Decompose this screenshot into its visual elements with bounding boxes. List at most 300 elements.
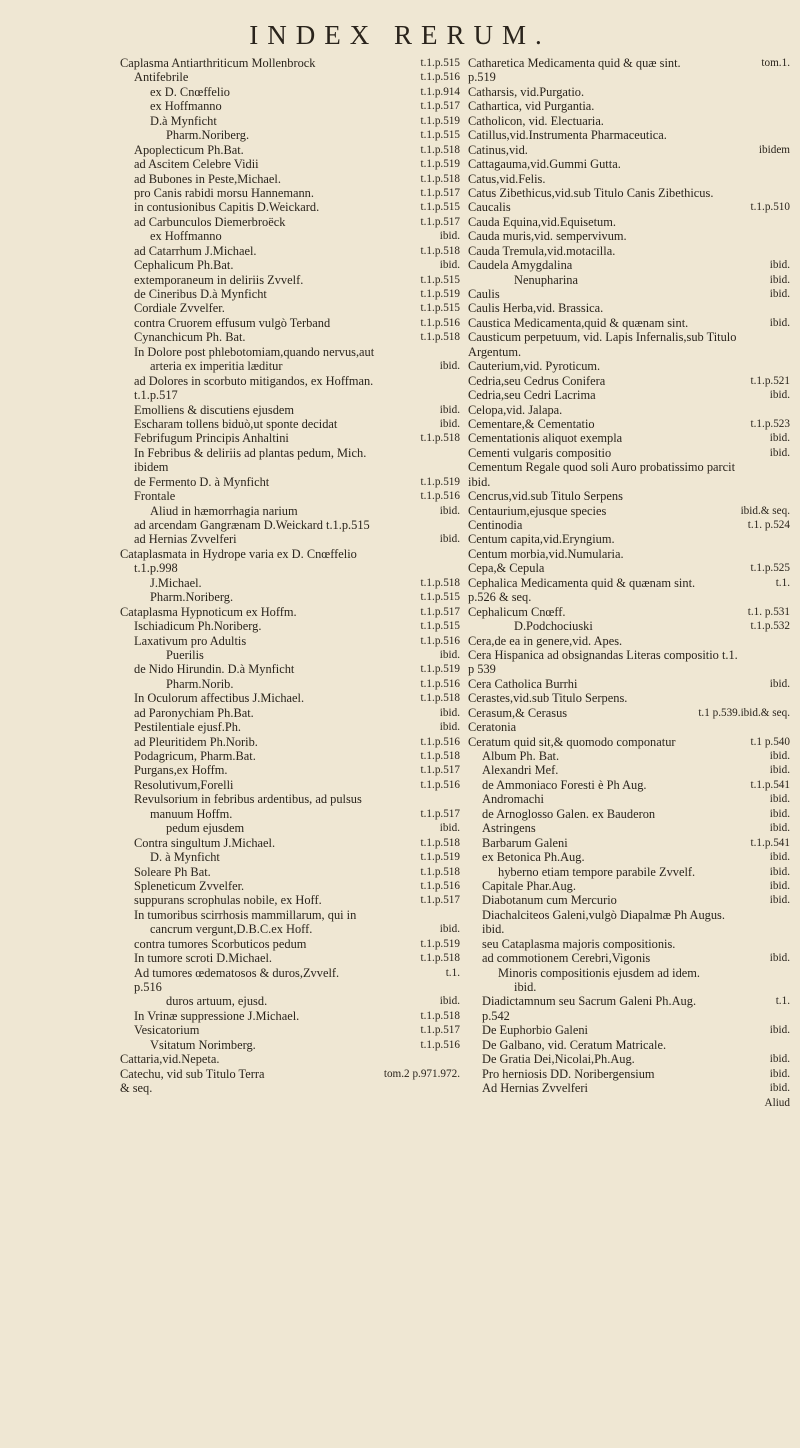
entry-term: Cepa,& Cepula [468,561,545,576]
entry-term: pro Canis rabidi morsu Hannemann. [134,185,314,200]
entry-reference: ibid. [769,793,790,806]
index-entry [120,792,460,806]
entry-term: Argentum. [468,344,522,359]
index-entry [120,85,460,99]
index-entry [468,749,790,763]
index-entry [120,994,460,1008]
entry-term: De Gratia Dei,Nicolai,Ph.Aug. [482,1052,635,1067]
entry-reference: t.1.p.518 [420,952,460,965]
entry-term: Cauterium,vid. Pyroticum. [468,359,601,374]
entry-term: contra tumores Scorbuticos pedum [134,936,307,951]
index-entry [468,1052,790,1066]
index-entry [468,200,790,214]
index-entry [468,706,790,720]
entry-reference: tom.2 p.971.972. [383,1067,460,1080]
entry-term: Astringens [482,821,536,836]
entry-reference: t.1.p.521 [750,374,790,387]
entry-term: Catharsis, vid.Purgatio. [468,84,585,99]
entry-term: Cattaria,vid.Nepeta. [120,1052,220,1067]
entry-term: Ischiadicum Ph.Noriberg. [134,619,262,634]
entry-term: Cedria,seu Cedrus Conifera [468,373,606,388]
index-entry [120,980,460,994]
entry-reference: t.1.p.519 [420,114,460,127]
entry-reference: ibid. [769,807,790,820]
index-entry [468,893,790,907]
entry-reference: ibid. [769,879,790,892]
entry-reference: ibid. [769,1082,790,1095]
entry-term: Vesicatorium [134,1023,200,1038]
left-column [120,56,460,1096]
entry-reference: t.1.p.519 [420,158,460,171]
index-entry [468,547,790,561]
entry-term: ad Bubones in Peste,Michael. [134,171,281,186]
index-entry [468,460,790,474]
entry-term: In Vrinæ suppressione J.Michael. [134,1008,300,1023]
entry-reference: ibid. [439,923,460,936]
entry-term: Resolutivum,Forelli [134,777,234,792]
entry-term: D.à Mynficht [150,113,217,128]
index-entry [468,1081,790,1095]
entry-reference: Aliud [764,1096,790,1109]
entry-term: suppurans scrophulas nobile, ex Hoff. [134,893,322,908]
entry-reference: ibid. [769,446,790,459]
entry-term: Catharetica Medicamenta quid & quæ sint. [468,56,681,70]
entry-reference: ibid. [769,389,790,402]
entry-reference: ibid. [769,1067,790,1080]
index-entry [468,908,790,922]
index-entry [120,634,460,648]
entry-term: Catus Zibethicus,vid.sub Titulo Canis Zibethicus. [468,185,714,200]
index-entry [120,706,460,720]
index-entry [120,200,460,214]
entry-reference: t.1.p.516 [420,634,460,647]
entry-term: Cera,de ea in genere,vid. Apes. [468,633,623,648]
index-entry [120,215,460,229]
index-entry [468,720,790,734]
index-entry [468,244,790,258]
entry-term: In tumoribus scirrhosis mammillarum, qui in [134,907,357,922]
index-entry [468,215,790,229]
entry-term: Cencrus,vid.sub Titulo Serpens [468,489,623,504]
entry-term: extemporaneum in deliriis Zvvelf. [134,272,304,287]
index-entry [120,951,460,965]
entry-reference: t.1.p.518 [420,865,460,878]
entry-term: Diachalciteos Galeni,vulgò Diapalmæ Ph Augus. [482,907,725,922]
index-entry [120,937,460,951]
entry-term: Frontale [134,489,176,504]
index-entry [120,966,460,980]
entry-reference: ibid. [769,952,790,965]
entry-term: in contusionibus Capitis D.Weickard. [134,200,320,215]
entry-term: p 539 [468,662,496,677]
index-entry [468,374,790,388]
index-entry [120,359,460,373]
index-entry [120,287,460,301]
entry-term: Catholicon, vid. Electuaria. [468,113,604,128]
index-entry [468,951,790,965]
entry-reference: t.1. p.524 [747,519,790,531]
entry-reference: ibid. [439,230,460,243]
index-entry [120,576,460,590]
entry-reference: t.1.p.518 [420,331,460,344]
index-entry [120,99,460,113]
index-entry [468,446,790,460]
entry-reference: t.1.p.519 [420,288,460,300]
entry-term: Cataplasmata in Hydrope varia ex D. Cnœffelio [120,546,357,561]
index-entry [468,287,790,301]
index-entry [468,821,790,835]
entry-term: p.526 & seq. [468,590,532,605]
entry-term: Cordiale Zvvelfer. [134,301,225,316]
index-entry [468,980,790,994]
entry-term: Pharm.Noriberg. [150,590,234,605]
entry-term: De Galbano, vid. Ceratum Matricale. [482,1037,667,1052]
index-entry [468,662,790,676]
entry-term: Pharm.Norib. [166,676,234,691]
entry-term: Centaurium,ejusque species [468,503,607,518]
entry-term: Vsitatum Norimberg. [150,1037,256,1052]
entry-term: ad Ascitem Celebre Vidii [134,157,259,172]
entry-term: Cauda muris,vid. sempervivum. [468,229,627,244]
entry-reference: ibid.& seq. [740,504,790,517]
entry-reference: t.1.p.516 [420,71,460,84]
index-entry [468,172,790,186]
index-entry [468,475,790,489]
entry-reference: ibid. [439,417,460,430]
index-entry [120,720,460,734]
entry-reference: t.1.p.518 [420,143,460,156]
entry-term: Escharam tollens biduò,ut sponte decidat [134,416,338,431]
index-entry [120,374,460,388]
index-entry [120,56,460,70]
entry-reference: t.1.p.516 [420,778,460,791]
entry-term: D.Podchociuski [514,619,593,634]
entry-term: Spleneticum Zvvelfer. [134,878,245,893]
entry-term: de Arnoglosso Galen. ex Bauderon [482,806,656,821]
entry-term: ad commotionem Cerebri,Vigonis [482,951,651,966]
entry-term: Capitale Phar.Aug. [482,878,576,893]
entry-term: ad Dolores in scorbuto mitigandos, ex Hoffman. [134,373,374,388]
index-entry [120,648,460,662]
entry-term: de Nido Hirundin. D.à Mynficht [134,662,295,677]
index-entry [120,677,460,691]
entry-reference: ibid. [439,533,460,546]
entry-reference: t.1.p.516 [420,490,460,503]
entry-term: Cementi vulgaris compositio [468,445,612,460]
index-entry [468,229,790,243]
entry-term: Centinodia [468,518,523,532]
index-entry [468,114,790,128]
entry-term: Catechu, vid sub Titulo Terra [120,1066,265,1081]
index-entry [468,99,790,113]
index-entry [120,114,460,128]
entry-term: Purgans,ex Hoffm. [134,763,228,778]
entry-reference: t.1.p.518 [420,244,460,257]
entry-term: manuum Hoffm. [150,806,233,821]
index-entry [468,56,790,70]
index-entry [120,590,460,604]
entry-term: Pro herniosis DD. Noribergensium [482,1066,655,1081]
entry-reference: t.1.p.518 [420,1009,460,1022]
index-entry [468,330,790,344]
entry-reference: ibid. [769,273,790,286]
index-entry [468,994,790,1008]
entry-term: ibid. [514,980,537,994]
entry-term: ibidem [134,460,169,475]
entry-term: Barbarum Galeni [482,835,568,850]
entry-reference: t.1.p.518 [420,836,460,849]
index-entry [120,547,460,561]
entry-term: p.519 [468,70,496,85]
entry-reference: ibid. [769,1024,790,1037]
entry-reference: t.1.p.541 [750,778,790,791]
page-title: INDEX RERUM. [249,20,551,50]
entry-term: Laxativum pro Adultis [134,633,247,648]
index-entry [120,850,460,864]
entry-term: Soleare Ph Bat. [134,864,211,879]
entry-reference: ibid. [439,706,460,719]
index-entry [468,792,790,806]
entry-term: pedum ejusdem [166,821,245,836]
index-entry [468,1009,790,1023]
index-entry [468,388,790,402]
index-entry [120,749,460,763]
index-entry [120,431,460,445]
entry-term: De Euphorbio Galeni [482,1023,588,1038]
entry-reference: t.1.p.517 [420,605,460,618]
entry-term: ex Hoffmanno [150,99,222,114]
entry-reference: ibid. [769,288,790,300]
index-entry [120,735,460,749]
index-entry [468,128,790,142]
entry-reference: t.1.p.518 [420,692,460,705]
index-entry [468,518,790,532]
entry-term: t.1.p.517 [134,388,178,403]
entry-term: Cedria,seu Cedri Lacrima [468,388,596,403]
entry-term: Ceratum quid sit,& quomodo componatur [468,734,676,749]
entry-term: Cementum Regale quod soli Auro probatissimo parcit [468,460,736,475]
index-entry [120,865,460,879]
entry-reference: ibid. [769,822,790,835]
entry-reference: t.1.p.515 [420,129,460,142]
index-entry [120,504,460,518]
index-entry [468,763,790,777]
entry-term: J.Michael. [150,575,202,590]
index-entry [120,460,460,474]
index-entry [120,316,460,330]
entry-reference: ibid. [439,259,460,272]
entry-term: Cementationis aliquot exempla [468,431,623,446]
entry-term: Caulis Herba,vid. Brassica. [468,301,604,316]
index-entry [120,821,460,835]
entry-reference: t.1. [445,966,460,979]
entry-term: Diadictamnum seu Sacrum Galeni Ph.Aug. [482,994,697,1009]
entry-reference: t.1.p.515 [420,591,460,604]
index-entry [120,619,460,633]
index-entry [120,258,460,272]
entry-reference: t.1.p.519 [420,475,460,488]
index-entry [468,590,790,604]
index-entry [468,157,790,171]
entry-reference: ibid. [439,995,460,1008]
entry-reference: t.1.p.517 [420,807,460,820]
index-entry [468,417,790,431]
entry-reference: t.1.p.515 [420,201,460,214]
entry-reference: t.1. p.531 [747,605,790,618]
entry-term: de Ammoniaco Foresti è Ph Aug. [482,777,647,792]
index-entry [120,807,460,821]
index-entry [120,403,460,417]
entry-term: Pestilentiale ejusf.Ph. [134,720,242,735]
entry-reference: t.1.p.516 [420,677,460,690]
entry-reference: ibid. [439,403,460,416]
entry-term: arteria ex imperitia læditur [150,359,283,374]
entry-reference: t.1.p.525 [750,562,790,575]
entry-term: Cementare,& Cementatio [468,416,595,431]
entry-term: Caulis [468,287,500,301]
entry-reference: t.1.p.515 [420,57,460,69]
entry-term: Caucalis [468,200,511,215]
index-entry [468,605,790,619]
index-entry [468,735,790,749]
entry-reference: t.1.p.515 [420,302,460,315]
index-entry [120,836,460,850]
index-entry [468,836,790,850]
entry-reference: t.1.p.914 [420,85,460,98]
index-entry [120,143,460,157]
entry-reference: ibid. [769,764,790,777]
index-entry [120,1052,460,1066]
entry-term: Catillus,vid.Instrumenta Pharmaceutica. [468,128,667,143]
entry-term: Cynanchicum Ph. Bat. [134,330,246,345]
index-entry [120,345,460,359]
entry-reference: ibidem [758,143,790,156]
index-entry [468,648,790,662]
entry-reference: t.1.p.541 [750,836,790,849]
entry-reference: t.1.p.518 [420,432,460,445]
index-entry [468,691,790,705]
index-entry [468,345,790,359]
entry-term: de Fermento D. à Mynficht [134,474,270,489]
entry-reference: t.1.p.519 [420,851,460,864]
entry-reference: t.1.p.510 [750,201,790,214]
index-entry [120,893,460,907]
entry-reference: ibid. [769,865,790,878]
entry-term: Album Ph. Bat. [482,749,560,763]
entry-term: ex D. Cnœffelio [150,84,230,99]
index-entry [468,634,790,648]
entry-reference: t.1.p.532 [750,620,790,633]
entry-term: Nenupharina [514,272,578,287]
entry-term: Caudela Amygdalina [468,258,573,273]
index-entry [468,865,790,879]
index-entry [120,1038,460,1052]
index-entry [468,922,790,936]
entry-term: Andromachi [482,792,544,807]
entry-term: In Oculorum affectibus J.Michael. [134,691,305,706]
index-entry [468,937,790,951]
entry-reference: ibid. [769,259,790,272]
entry-reference: t.1.p.518 [420,576,460,589]
entry-reference: t.1.p.516 [420,1038,460,1051]
entry-term: Apoplecticum Ph.Bat. [134,142,244,157]
entry-term: ex Betonica Ph.Aug. [482,850,585,865]
entry-term: Alexandri Mef. [482,763,559,778]
entry-reference: ibid. [439,648,460,661]
index-entry [120,778,460,792]
index-entry [120,763,460,777]
index-entry [120,388,460,402]
index-entry [468,677,790,691]
entry-term: Aliud in hæmorrhagia narium [150,503,298,518]
entry-term: & seq. [120,1081,153,1096]
index-entry [120,1023,460,1037]
entry-term: Cerastes,vid.sub Titulo Serpens. [468,691,628,706]
index-entry [468,561,790,575]
index-entry [120,273,460,287]
entry-reference: t.1.p.518 [420,172,460,185]
index-entry [468,850,790,864]
entry-reference: t.1.p.518 [420,750,460,762]
entry-reference: t.1 p.540 [750,735,790,748]
entry-reference: ibid. [769,1053,790,1066]
entry-term: Antifebrile [134,70,189,85]
entry-term: Cataplasma Hypnoticum ex Hoffm. [120,604,297,619]
index-entry [120,879,460,893]
index-entry [120,908,460,922]
entry-reference: t.1.p.515 [420,620,460,633]
entry-term: ad Carbunculos Diemerbroëck [134,214,286,229]
index-entry [120,330,460,344]
entry-reference: t.1.p.519 [420,663,460,676]
entry-reference: t.1.p.517 [420,186,460,199]
entry-term: duros artuum, ejusd. [166,994,268,1009]
index-entry [468,1067,790,1081]
entry-reference: t.1.p.519 [420,937,460,950]
index-entry [120,172,460,186]
entry-reference: ibid. [769,316,790,329]
index-entry [120,417,460,431]
entry-reference: tom.1. [761,57,790,69]
index-entry [120,244,460,258]
entry-term: Catinus,vid. [468,142,528,157]
entry-term: Puerilis [166,647,204,662]
index-entry [120,446,460,460]
entry-reference: t.1.p.517 [420,764,460,777]
entry-term: seu Cataplasma majoris compositionis. [482,936,676,951]
index-entry [468,619,790,633]
entry-term: ad Catarrhum J.Michael. [134,243,257,258]
entry-reference: ibid. [769,894,790,907]
index-entry [120,157,460,171]
index-entry [120,186,460,200]
entry-term: Ceratonia [468,720,517,735]
index-entry [468,1038,790,1052]
index-entry [120,518,460,532]
entry-term: Ad Hernias Zvvelferi [482,1081,588,1096]
index-entry [468,532,790,546]
entry-term: p.542 [482,1008,510,1023]
entry-term: Cattagauma,vid.Gummi Gutta. [468,157,621,172]
index-entry [468,489,790,503]
entry-term: Minoris compositionis ejusdem ad idem. [498,965,701,980]
entry-term: ad arcendam Gangrænam D.Weickard t.1.p.515 [134,518,370,532]
entry-reference: t.1.p.516 [420,879,460,892]
entry-term: contra Cruorem effusum vulgò Terband [134,315,331,330]
entry-reference: ibid. [769,851,790,864]
index-entry [468,778,790,792]
index-entry [468,1023,790,1037]
